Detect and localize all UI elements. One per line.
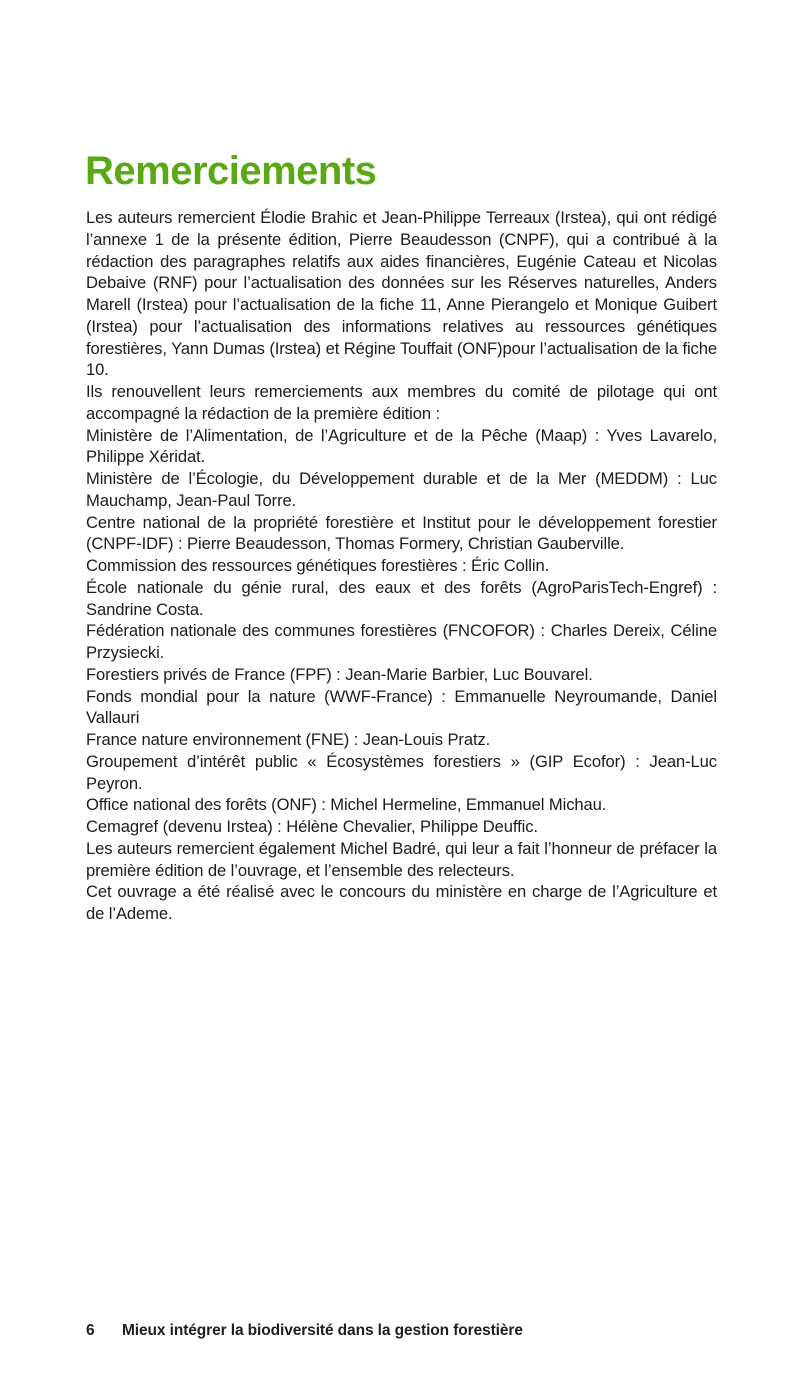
paragraph: École nationale du génie rural, des eaux et des forêts (AgroParisTech-Engref) : Sandrine Costa. — [86, 577, 717, 619]
paragraph: Fédération nationale des communes forestières (FNCOFOR) : Charles Dereix, Céline Przysiecki. — [86, 621, 717, 662]
paragraph: Cemagref (devenu Irstea) : Hélène Chevalier, Philippe Deuffic. — [86, 817, 538, 836]
paragraph: Groupement d’intérêt public « Écosystèmes forestiers » (GIP Ecofor) : Jean-Luc Peyron. — [86, 751, 717, 793]
paragraph: Ils renouvellent leurs remerciements aux membres du comité de pilotage qui ont accompagné la rédaction de la première édition : — [86, 382, 717, 423]
paragraph: Centre national de la propriété forestière et Institut pour le développement forestier (CNPF-IDF) : Pierre Beaudesson, Thomas Formery, Christian Gauberville. — [86, 512, 717, 554]
paragraph: Office national des forêts (ONF) : Michel Hermeline, Emmanuel Michau. — [86, 795, 607, 815]
page-footer — [86, 1322, 523, 1340]
body-text — [86, 207, 717, 925]
running-title: Mieux intégrer la biodiversité dans la gestion forestière — [122, 1322, 523, 1339]
paragraph: Ministère de l’Alimentation, de l’Agriculture et de la Pêche (Maap) : Yves Lavarelo, Philippe Xéridat. — [86, 425, 717, 467]
page-number: 6 — [86, 1322, 95, 1339]
paragraph: Fonds mondial pour la nature (WWF-France) : Emmanuelle Neyroumande, Daniel Vallauri — [86, 686, 717, 728]
paragraph: France nature environnement (FNE) : Jean-Louis Pratz. — [86, 730, 491, 749]
paragraph: Les auteurs remercient Élodie Brahic et Jean-Philippe Terreaux (Irstea), qui ont rédigé l’annexe 1 de la présente édition, Pierre Beaudesson (CNPF), qui a contribué à la rédaction des paragraphes relatifs aux aides financières, Eugénie Cateau et Nicolas Debaive (RNF) pour l’actualisation des données sur les Réserves naturelles, Anders Marell (Irstea) pour l’actualisation de la fiche 11, Anne Pierangelo et Monique Guibert (Irstea) pour l’actualisation des informations relatives au ressources génétiques forestières, Yann Dumas (Irstea) et Régine Touffait (ONF)pour l’actualisation de la fiche 10. — [86, 208, 717, 380]
paragraph: Les auteurs remercient également Michel Badré, qui leur a fait l’honneur de préfacer la première édition de l’ouvrage, et l’ensemble des relecteurs. — [86, 838, 717, 880]
paragraph: Cet ouvrage a été réalisé avec le concours du ministère en charge de l’Agriculture et de l’Ademe. — [86, 882, 717, 923]
page-title: Remerciements — [85, 149, 377, 193]
paragraph: Commission des ressources génétiques forestières : Éric Collin. — [86, 556, 550, 575]
paragraph: Ministère de l’Écologie, du Développement durable et de la Mer (MEDDM) : Luc Mauchamp, Jean-Paul Torre. — [86, 469, 717, 510]
paragraph: Forestiers privés de France (FPF) : Jean-Marie Barbier, Luc Bouvarel. — [86, 664, 593, 684]
